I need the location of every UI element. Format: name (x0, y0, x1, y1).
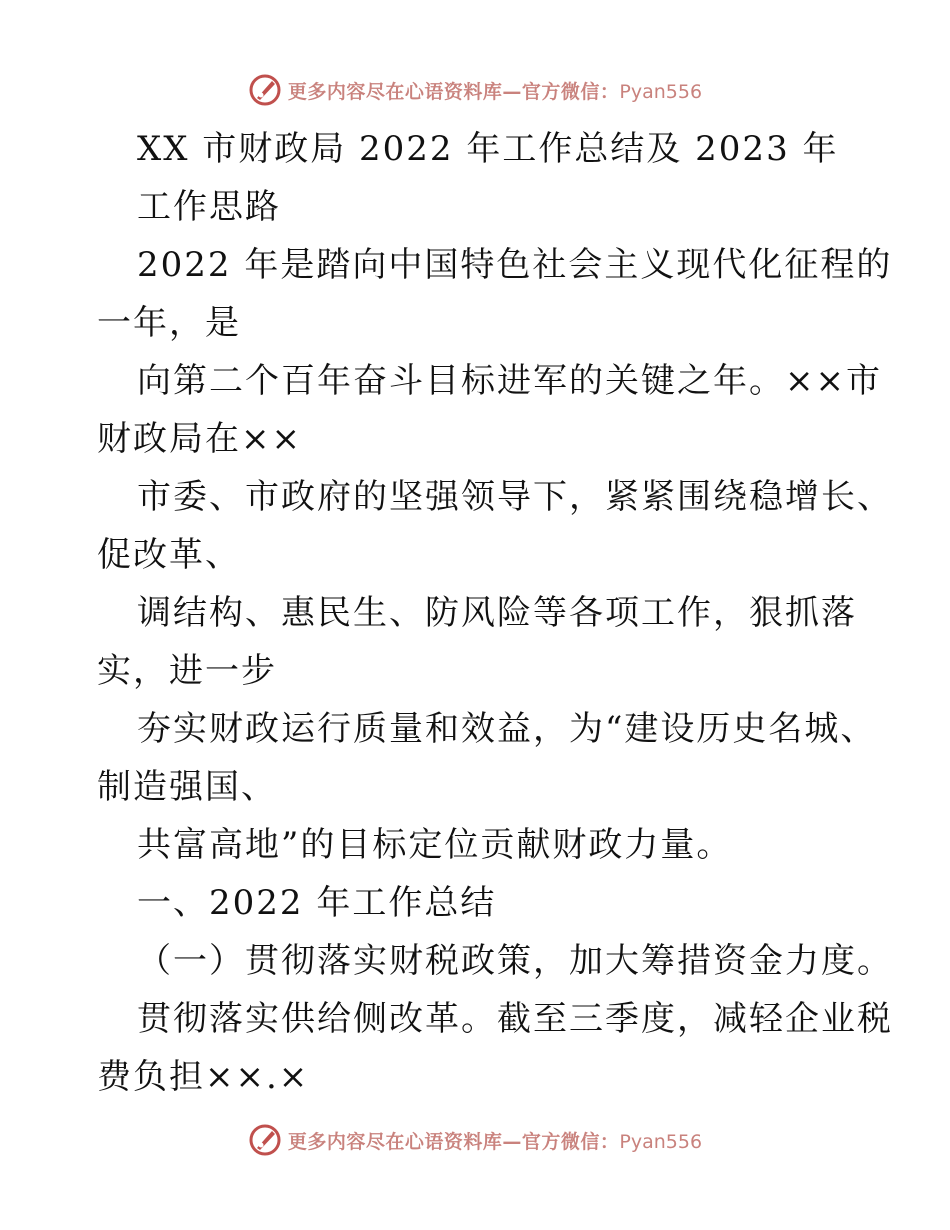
watermark-text: 更多内容尽在心语资料库—官方微信：Pyan556 (287, 80, 703, 103)
text-line: 夯实财政运行质量和效益，为“建设历史名城、 (137, 709, 877, 749)
text-line: 市委、市政府的坚强领导下，紧紧围绕稳增长、 (137, 477, 893, 517)
text-line: （一）贯彻落实财税政策，加大筹措资金力度。 (137, 941, 893, 981)
text-line: 一、2022 年工作总结 (137, 883, 497, 923)
document-body (97, 120, 893, 1106)
watermark-text: 更多内容尽在心语资料库—官方微信：Pyan556 (287, 1130, 703, 1153)
text-line: 费负担××.× (97, 1057, 310, 1097)
text-line: 促改革、 (97, 535, 241, 575)
text-line: 一年，是 (97, 303, 241, 343)
text-line: 工作思路 (137, 187, 281, 227)
text-line: 贯彻落实供给侧改革。截至三季度，减轻企业税 (137, 999, 893, 1039)
text-line: XX 市财政局 2022 年工作总结及 2023 年 (137, 129, 839, 169)
text-line: 制造强国、 (97, 767, 277, 807)
footer-watermark (0, 1120, 950, 1160)
text-line: 调结构、惠民生、防风险等各项工作，狠抓落 (137, 593, 857, 633)
quill-logo-icon (248, 1123, 282, 1157)
header-watermark (0, 70, 950, 110)
text-line: 共富高地”的目标定位贡献财政力量。 (137, 825, 733, 865)
text-line: 财政局在×× (97, 419, 302, 459)
text-line: 向第二个百年奋斗目标进军的关键之年。××市 (137, 361, 882, 401)
text-line: 2022 年是踏向中国特色社会主义现代化征程的 (137, 245, 893, 285)
quill-logo-icon (248, 73, 282, 107)
text-line: 实，进一步 (97, 651, 277, 691)
